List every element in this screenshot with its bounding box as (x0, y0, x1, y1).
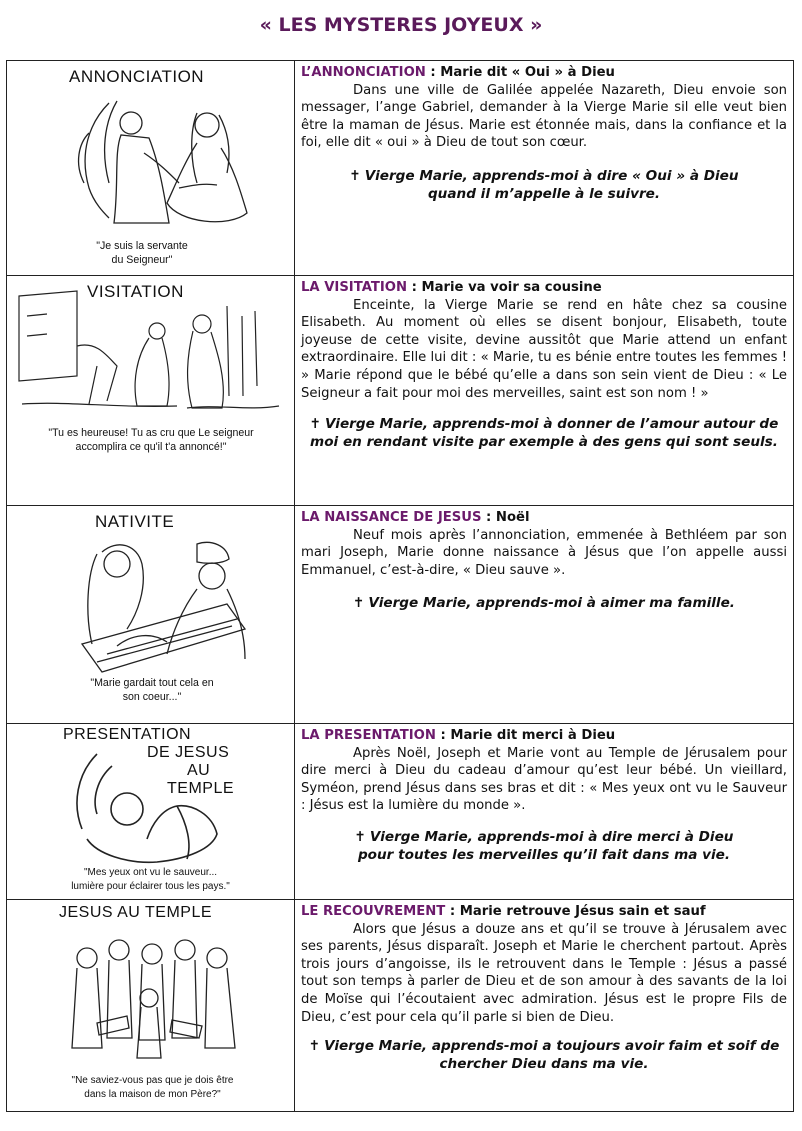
mystery-name: LA PRESENTATION (301, 728, 436, 743)
table-row (7, 61, 794, 276)
text-cell (295, 724, 794, 900)
prayer-line-2: pour toutes les merveilles qu’il fait dans ma vie. (357, 846, 731, 863)
prayer-line-1: Vierge Marie, apprends-moi a toujours avoir faim et soif de (324, 1038, 780, 1055)
illustration-cell (7, 506, 295, 724)
mystery-name: LA VISITATION (301, 280, 408, 295)
image-title-line-3: AU (187, 762, 211, 779)
jesus-in-temple-illustration (57, 928, 242, 1068)
annunciation-illustration (69, 93, 249, 243)
prayer (301, 168, 787, 203)
page-title: « LES MYSTERES JOYEUX » (259, 14, 543, 36)
illustration-cell (7, 61, 295, 276)
prayer-line-1: Vierge Marie, apprends-moi à aimer ma famille. (368, 595, 735, 612)
image-caption-line-1: "Mes yeux ont vu le sauveur... (83, 867, 218, 878)
prayer-line-1: Vierge Marie, apprends-moi à donner de l’amour autour de (325, 416, 779, 433)
image-caption-line-2: son coeur..." (122, 691, 182, 703)
image-title-line-4: TEMPLE (167, 780, 235, 797)
mystery-subtitle: : Marie va voir sa cousine (407, 280, 602, 295)
image-caption-line-2: du Seigneur" (111, 254, 173, 266)
image-title: JESUS AU TEMPLE (59, 904, 213, 921)
mystery-subtitle: : Marie dit « Oui » à Dieu (425, 65, 615, 80)
mystery-name: LE RECOUVREMENT (301, 904, 446, 919)
text-cell (295, 506, 794, 724)
table-row (7, 724, 794, 900)
image-caption-line-1: "Tu es heureuse! Tu as cru que Le seigneur (48, 427, 254, 439)
image-title: ANNONCIATION (69, 67, 205, 86)
mystery-subtitle: : Marie retrouve Jésus sain et sauf (445, 904, 706, 919)
image-caption-line-2: dans la maison de mon Père?" (84, 1089, 221, 1100)
mystery-name: LA NAISSANCE DE JESUS (301, 510, 482, 525)
cross-icon: ✝ (309, 416, 321, 433)
row-heading (301, 279, 787, 297)
image-caption-line-1: "Je suis la servante (96, 240, 188, 252)
image-caption-line-2: accomplira ce qu'il t'a annoncé!" (75, 441, 227, 453)
prayer (301, 416, 787, 451)
image-title: PRESENTATION (63, 726, 192, 743)
mystery-body: Dans une ville de Galilée appelée Nazareth, Dieu envoie son messager, l’ange Gabriel, demander à la Vierge Marie sil elle veut bien être la maman de Jésus. Marie est étonnée mais, dans la confiance et la foi, elle dit « oui » à Dieu de tout son cœur. (301, 82, 787, 151)
mystery-body: Alors que Jésus a douze ans et qu’il se trouve à Jérusalem avec ses parents, Jésus disparaît. Joseph et Marie le cherchent partout. Après trois jours d’angoisse, ils le retrouvent dans le Temple : Jésus a passé tout son temps à parler de Dieu et de son amour à des savants de la loi de Moïse qui l’écoutaient avec admiration. Jésus est le propre Fils de Dieu, c’est pour cela qu’il parle si bien de Dieu. (301, 921, 787, 1025)
row-heading (301, 64, 787, 82)
table-row (7, 900, 794, 1112)
row-heading (301, 903, 787, 921)
image-caption-line-1: "Marie gardait tout cela en (90, 677, 214, 689)
image-title-line-2: DE JESUS (147, 744, 230, 761)
prayer (301, 829, 787, 864)
text-cell (295, 900, 794, 1112)
prayer-line-2: quand il m’appelle à le suivre. (427, 185, 661, 202)
image-title: VISITATION (87, 282, 184, 301)
table-row (7, 276, 794, 506)
prayer-line-1: Vierge Marie, apprends-moi à dire merci à Dieu (369, 828, 734, 845)
mystery-body: Enceinte, la Vierge Marie se rend en hâte chez sa cousine Elisabeth. Au moment où elles se disent bonjour, Elisabeth, toute joyeuse de cette visite, devine aussitôt que Marie attend un enfant extraordinaire. Elle lui dit : « Marie, tu es bénie entre toutes les femmes ! » Marie répond que le bébé qu’elle a dans son sein vient de Dieu : « Le Seigneur a fait pour moi des merveilles, saint est son nom ! » (301, 297, 787, 401)
table-row (7, 506, 794, 724)
visitation-illustration (17, 286, 282, 421)
image-caption-line-2: lumière pour éclairer tous les pays." (71, 881, 230, 892)
prayer-line-1: Vierge Marie, apprends-moi à dire « Oui » à Dieu (364, 167, 739, 184)
prayer (301, 595, 787, 613)
mystery-body: Neuf mois après l’annonciation, emmenée à Bethléem par son mari Joseph, Marie donne naissance à Jésus que l’on appelle aussi Emmanuel, c’est-à-dire, « Dieu sauve ». (301, 527, 787, 578)
cross-icon: ✝ (353, 595, 365, 612)
image-caption-line-1: "Ne saviez-vous pas que je dois être (71, 1075, 234, 1086)
mysteries-table (6, 60, 794, 1112)
mystery-body: Après Noël, Joseph et Marie vont au Temple de Jérusalem pour dire merci à Dieu du cadeau d’amour qu’est leur bébé. Un vieillard, Syméon, prend Jésus dans ses bras et dit : « Mes yeux ont vu le Sauveur : Jésus est la lumière du monde ». (301, 745, 787, 814)
illustration-cell (7, 276, 295, 506)
nativity-illustration (77, 534, 247, 674)
cross-icon: ✝ (308, 1038, 321, 1055)
cross-icon: ✝ (349, 167, 361, 184)
text-cell (295, 276, 794, 506)
illustration-cell (7, 724, 295, 900)
mystery-subtitle: : Noël (481, 510, 530, 525)
row-heading (301, 727, 787, 745)
mystery-name: L’ANNONCIATION (301, 65, 426, 80)
illustration-cell (7, 900, 295, 1112)
cross-icon: ✝ (354, 828, 366, 845)
text-cell (295, 61, 794, 276)
prayer (301, 1038, 787, 1073)
row-heading (301, 509, 787, 527)
prayer-line-2: moi en rendant visite par exemple à des gens qui sont seuls. (310, 433, 778, 450)
prayer-line-2: chercher Dieu dans ma vie. (439, 1055, 649, 1072)
mystery-subtitle: : Marie dit merci à Dieu (435, 728, 616, 743)
presentation-illustration (67, 744, 235, 869)
image-title: NATIVITE (95, 512, 175, 531)
